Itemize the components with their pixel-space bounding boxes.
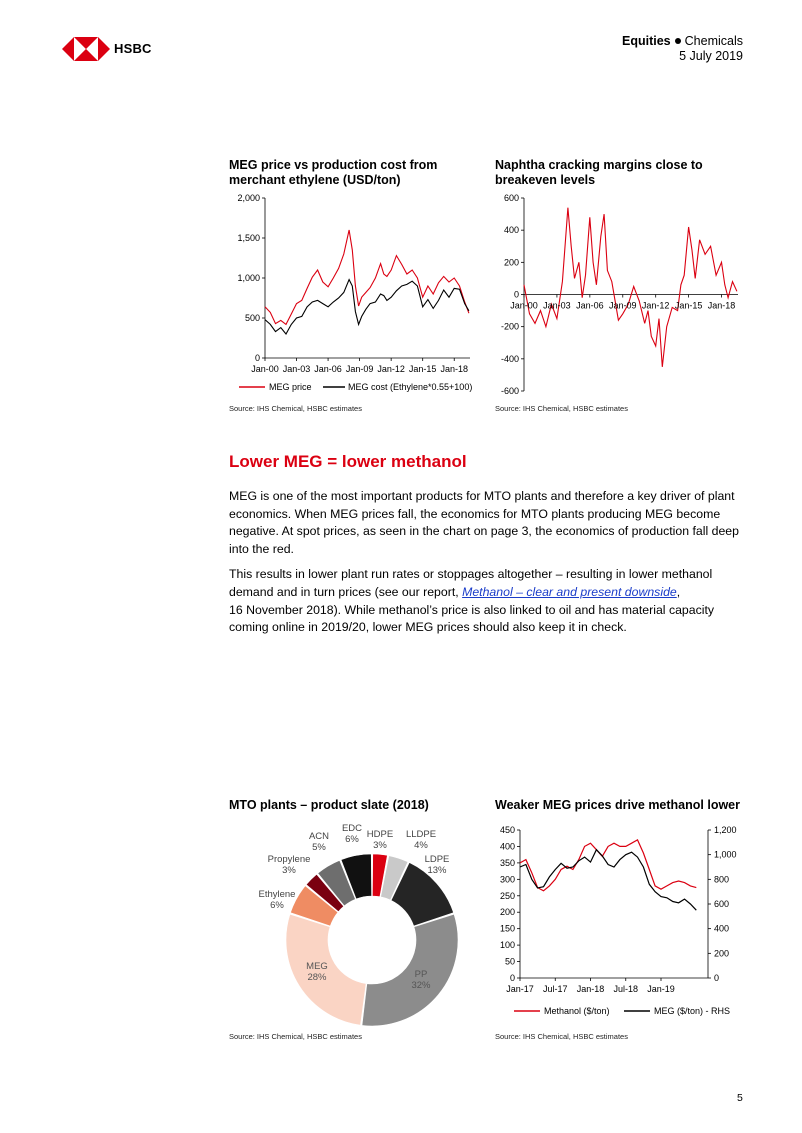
chart2-y-tick-label: 400 <box>503 225 519 236</box>
chart2-x-tick-label: Jan-12 <box>641 300 670 311</box>
header-date: 5 July 2019 <box>679 49 743 63</box>
chart4-y-tick-label-left: 0 <box>509 973 515 983</box>
chart3-label-meg: MEG <box>306 961 328 972</box>
chart4-x-tick-label: Jul-18 <box>613 984 639 994</box>
chart3-pct-edc: 6% <box>345 834 359 845</box>
chart4-y-tick-label-left: 450 <box>499 825 515 835</box>
header-meta <box>622 34 743 64</box>
chart2-x-tick-label: Jan-06 <box>576 300 604 311</box>
chart2-source: Source: IHS Chemical, HSBC estimates <box>495 404 628 413</box>
chart2-x-tick-label: Jan-18 <box>707 300 736 311</box>
chart2-y-tick-label: 200 <box>503 257 519 268</box>
chart1-y-tick-label: 0 <box>254 353 260 363</box>
section-body <box>229 488 739 645</box>
chart1-legend-meg-cost: MEG cost (Ethylene*0.55+100) <box>348 382 473 392</box>
brand-name: HSBC <box>114 41 152 56</box>
chart1-title-line1: MEG price vs production cost from <box>229 158 438 172</box>
chart1-y-tick-label: 1,500 <box>237 233 260 243</box>
chart3-slice-pp <box>362 914 458 1026</box>
chart1-x-tick-label: Jan-03 <box>282 364 311 374</box>
chart2-y-tick-label: -200 <box>500 321 519 332</box>
chart2-x-tick-label: Jan-15 <box>674 300 703 311</box>
chart4-series-meg <box>520 850 696 911</box>
hsbc-hexagon-icon <box>62 37 110 61</box>
chart4-y-tick-label-left: 250 <box>499 890 515 901</box>
chart4-series-methanol <box>520 840 696 891</box>
chart4-y-tick-label-right: 600 <box>714 899 730 909</box>
chart4-y-tick-label-left: 400 <box>499 841 515 852</box>
chart4-y-tick-label-left: 50 <box>504 956 515 967</box>
paragraph-2 <box>229 566 739 636</box>
paragraph-2-part-c: 16 November 2018). While methanol’s price is also linked to oil and has material capacity coming online in 2019/20, lower MEG prices should also keep it in check. <box>229 602 715 635</box>
chart3-label-acn: ACN <box>308 831 330 842</box>
chart1-y-tick-label: 2,000 <box>237 193 260 203</box>
section-title: Lower MEG = lower methanol <box>229 452 467 471</box>
chart4-x-tick-label: Jul-17 <box>542 984 568 994</box>
chart3-label-ethylene: Ethylene <box>258 889 296 900</box>
header-category: Equities <box>622 34 671 48</box>
chart3-pct-ldpe: 13% <box>427 865 447 876</box>
chart2-x-tick-label: Jan-09 <box>609 300 637 311</box>
chart1-y-tick-label: 500 <box>244 313 260 323</box>
chart2-title-line1: Naphtha cracking margins close to <box>495 158 703 172</box>
chart1-x-tick-label: Jan-15 <box>408 364 437 374</box>
chart-mto-product-slate <box>225 815 477 1027</box>
chart4-legend-methanol: Methanol ($/ton) <box>544 1006 610 1016</box>
chart-meg-vs-cost <box>225 190 477 402</box>
chart4-y-tick-label-right: 800 <box>714 874 730 885</box>
chart2-y-tick-label: 0 <box>513 289 519 300</box>
chart-methanol-vs-meg <box>490 820 748 1025</box>
chart3-title: MTO plants – product slate (2018) <box>229 798 429 812</box>
chart1-x-tick-label: Jan-12 <box>377 364 405 374</box>
chart4-y-tick-label-left: 200 <box>499 907 515 918</box>
chart1-title <box>229 158 469 187</box>
chart4-x-tick-label: Jan-19 <box>647 984 675 994</box>
chart4-y-tick-label-right: 1,000 <box>714 849 737 860</box>
chart3-source: Source: IHS Chemical, HSBC estimates <box>229 1032 362 1041</box>
chart4-y-tick-label-right: 1,200 <box>714 825 737 835</box>
chart3-label-hdpe: HDPE <box>366 829 394 840</box>
chart3-label-lldpe: LLDPE <box>405 829 437 840</box>
chart3-label-pp: PP <box>414 969 428 980</box>
chart3-pct-acn: 5% <box>312 842 326 853</box>
chart3-label-propylene: Propylene <box>267 854 311 865</box>
chart2-x-tick-label: Jan-00 <box>510 300 538 311</box>
bullet-icon <box>675 38 681 44</box>
header-category-line <box>622 34 743 49</box>
chart3-label-edc: EDC <box>341 823 363 834</box>
chart3-pct-ethylene: 6% <box>270 900 284 911</box>
chart1-title-line2: merchant ethylene (USD/ton) <box>229 172 401 187</box>
chart1-x-tick-label: Jan-06 <box>314 364 342 374</box>
chart2-y-tick-label: 600 <box>503 193 519 203</box>
chart2-series-margin <box>524 208 737 367</box>
chart2-title-line2: breakeven levels <box>495 172 596 187</box>
chart4-y-tick-label-left: 100 <box>499 940 515 951</box>
chart1-legend-meg-price: MEG price <box>269 382 312 392</box>
chart2-title <box>495 158 735 187</box>
hsbc-logo <box>62 37 162 63</box>
chart4-y-tick-label-right: 400 <box>714 923 730 934</box>
chart2-y-tick-label: -600 <box>500 386 519 396</box>
chart3-pct-hdpe: 3% <box>373 840 387 851</box>
report-link[interactable]: Methanol – clear and present downside <box>462 584 677 599</box>
chart1-series-meg-cost <box>265 280 469 334</box>
chart1-source: Source: IHS Chemical, HSBC estimates <box>229 404 362 413</box>
chart4-title: Weaker MEG prices drive methanol lower <box>495 798 740 812</box>
chart3-pct-lldpe: 4% <box>414 840 428 851</box>
chart4-y-tick-label-right: 200 <box>714 948 730 959</box>
chart4-y-tick-label-left: 150 <box>499 923 515 934</box>
paragraph-2-part-b: , <box>676 584 681 599</box>
chart4-legend-meg: MEG ($/ton) - RHS <box>654 1006 731 1016</box>
chart4-y-tick-label-right: 0 <box>714 973 720 983</box>
chart2-y-tick-label: -400 <box>500 353 519 364</box>
chart3-pct-pp: 32% <box>411 980 431 991</box>
header-sector: Chemicals <box>684 34 743 48</box>
chart1-x-tick-label: Jan-00 <box>251 364 279 374</box>
chart4-y-tick-label-left: 350 <box>499 857 515 868</box>
chart2-x-tick-label: Jan-03 <box>543 300 571 311</box>
chart1-y-tick-label: 1,000 <box>237 273 260 283</box>
paragraph-2-part-a: This results in lower plant run rates or stoppages altogether – resulting in lower methanol demand and in turn prices (see our report, <box>229 567 713 599</box>
chart1-series-meg-price <box>265 230 469 324</box>
chart3-pct-meg: 28% <box>307 972 327 983</box>
chart3-pct-propylene: 3% <box>282 865 296 876</box>
chart4-x-tick-label: Jan-17 <box>506 984 534 994</box>
chart4-source: Source: IHS Chemical, HSBC estimates <box>495 1032 628 1041</box>
paragraph-1: MEG is one of the most important products for MTO plants and therefore a key driver of plant economics. When MEG prices fall, the economics for MTO plants producing MEG become negative. At spot prices, as seen in the chart on page 3, the economics of production fall deep into the red. <box>229 489 739 556</box>
chart1-x-tick-label: Jan-09 <box>345 364 374 374</box>
chart4-x-tick-label: Jan-18 <box>576 984 605 994</box>
chart4-y-tick-label-left: 300 <box>499 874 515 885</box>
chart1-x-tick-label: Jan-18 <box>440 364 468 374</box>
page-number: 5 <box>737 1092 743 1104</box>
chart-naphtha-margins <box>490 190 745 402</box>
chart3-label-ldpe: LDPE <box>424 854 450 865</box>
